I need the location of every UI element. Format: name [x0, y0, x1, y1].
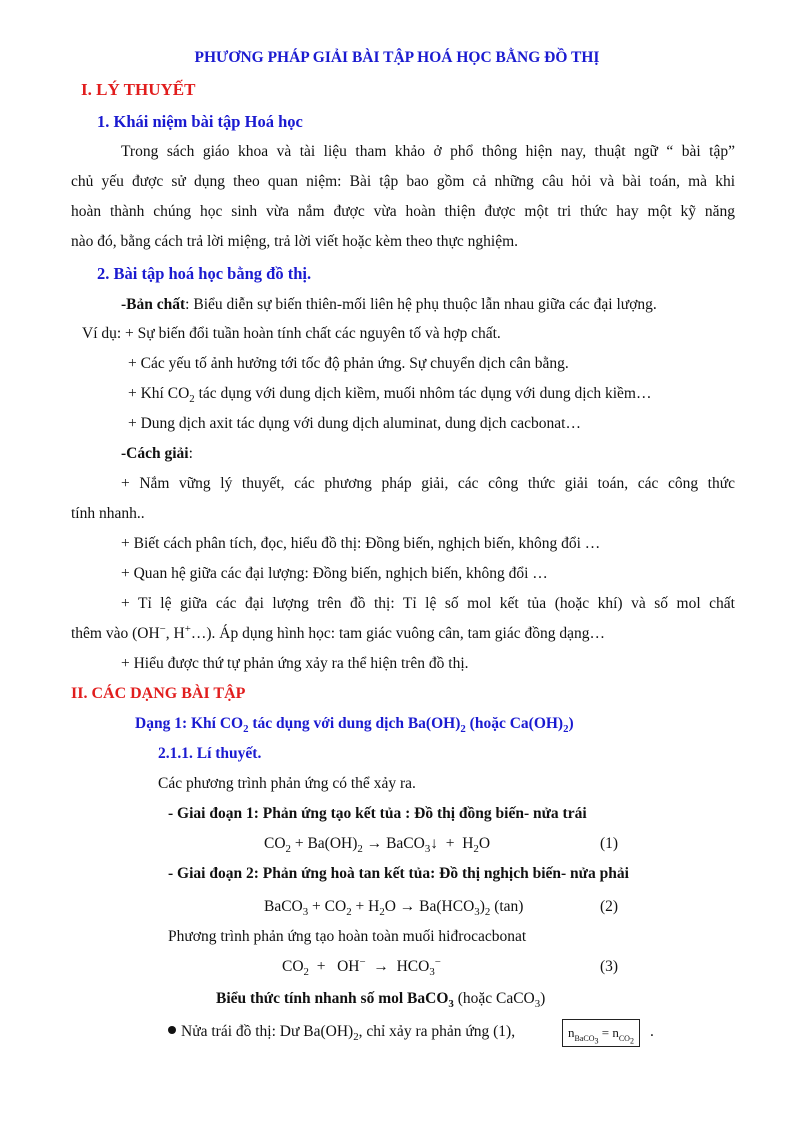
paragraph-line-4: nào đó, bằng cách trả lời miệng, trả lời viết hoặc kèm theo thực nghiệm. [71, 233, 519, 250]
method-label: -Cách giải [121, 445, 189, 462]
page-title: PHƯƠNG PHÁP GIẢI BÀI TẬP HOÁ HỌC BẰNG ĐỒ THỊ [194, 49, 600, 66]
example-line-1: Ví dụ: + Sự biến đổi tuần hoàn tính chất các nguyên tố và hợp chất. [82, 325, 501, 342]
method-line-5: + Tỉ lệ giữa các đại lượng trên đồ thị: Tỉ lệ số mol kết tủa (hoặc khí) và số mol chất [121, 595, 735, 612]
type-1-heading: Dạng 1: Khí $CO_2$ tác dụng với dung dịch $Ba(OH)_2$ (hoặc $Ca(OH)_2$) [135, 715, 574, 736]
bullet-icon [168, 1026, 176, 1034]
left-half-tail: , chỉ xảy ra phản ứng (1), [358, 1023, 516, 1040]
method-line-1: + Nắm vững lý thuyết, các phương pháp giải, các công thức giải toán, các công thức [121, 475, 735, 492]
method-line-4: + Quan hệ giữa các đại lượng: Đồng biến, nghịch biến, không đổi … [121, 565, 548, 582]
equation-2: BaCO$_3$ + $CO_2 + H_2O \to Ba(HCO_3)_2$ (tan) [264, 898, 524, 919]
formula-box: $n_{BaCO_3} = n_{CO_2}$ [562, 1019, 640, 1047]
example-3-text: tác dụng với dung dịch kiềm, muối nhôm tác dụng với dung dịch kiềm… [198, 385, 652, 402]
stage-2-heading: - Giai đoạn 2: Phản ứng hoà tan kết tủa: Đồ thị nghịch biến- nửa phải [168, 865, 629, 882]
essence-label: -Bản chất [121, 296, 186, 313]
equation-2-tail: (tan) [490, 898, 524, 915]
equations-intro: Các phương trình phản ứng có thể xảy ra. [158, 775, 416, 792]
left-half-text: Nửa trái đồ thị: Dư Ba(OH) [181, 1023, 354, 1040]
method-6-text: ). Áp dụng hình học: tam giác vuông cân, tam giác đồng dạng… [206, 625, 605, 642]
quick-formula-heading: Biểu thức tính nhanh số mol BaCO$_3$ (hoặc CaCO$_3$) [216, 990, 546, 1011]
equation-3: $CO_2 + OH^- \to HCO_3^-$ [282, 955, 441, 979]
section-heading-theory: I. LÝ THUYẾT [81, 80, 196, 99]
equation-2-label: (2) [600, 898, 619, 915]
subheading-concept: 1. Khái niệm bài tập Hoá học [97, 112, 303, 131]
subheading-graph-exercises: 2. Bài tập hoá học bằng đồ thị. [97, 264, 312, 283]
type-1-part-b: tác dụng với dung dịch Ba(OH) [248, 715, 461, 732]
method-line-6: thêm vào (OH−, H+…). Áp dụng hình học: tam giác vuông cân, tam giác đồng dạng… [71, 622, 605, 642]
example-line-2: + Các yếu tố ảnh hưởng tới tốc độ phản ứng. Sự chuyển dịch cân bằng. [128, 355, 569, 372]
example-3-prefix: + Khí CO [128, 385, 190, 402]
method-label-line: -Cách giải: [121, 445, 193, 462]
formula-period: . [650, 1023, 654, 1040]
example-line-3: + Khí $CO_2$ tác dụng với dung dịch kiềm, muối nhôm tác dụng với dung dịch kiềm… [128, 385, 652, 406]
quick-formula-tail: (hoặc CaCO [453, 990, 535, 1007]
method-line-2: tính nhanh.. [71, 505, 145, 522]
equation-1: $CO_2 + Ba(OH)_2$ → BaCO$_3$↓ + $H_2O$ [264, 835, 491, 856]
essence-text: : Biểu diễn sự biến thiên-mối liên hệ phụ thuộc lẫn nhau giữa các đại lượng. [185, 296, 657, 313]
stage-1-heading: - Giai đoạn 1: Phản ứng tạo kết tủa : Đồ thị đồng biến- nửa trái [168, 805, 587, 822]
method-line-7: + Hiểu được thứ tự phản ứng xảy ra thể hiện trên đồ thị. [121, 655, 469, 672]
quick-formula-bold: Biểu thức tính nhanh số mol BaCO [216, 990, 449, 1007]
type-1-part-c: (hoặc Ca(OH) [465, 715, 564, 732]
paragraph-line-3: hoàn thành chúng học sinh vừa nắm được vừa hoàn thiện được một tri thức hay một kỹ năng [71, 203, 735, 220]
paragraph-line-1: Trong sách giáo khoa và tài liệu tham khảo ở phổ thông hiện nay, thuật ngữ “ bài tập” [121, 143, 735, 160]
example-line-4: + Dung dịch axit tác dụng với dung dịch aluminat, dung dịch cacbonat… [128, 415, 581, 432]
section-heading-exercise-types: II. CÁC DẠNG BÀI TẬP [71, 685, 246, 702]
essence-line [121, 295, 657, 315]
subsection-2-1-1: 2.1.1. Lí thuyết. [158, 745, 262, 762]
left-half-line: Nửa trái đồ thị: Dư $Ba(OH)_2$, chỉ xảy ra phản ứng (1), [168, 1022, 515, 1042]
paragraph-line-2: chủ yếu được sử dụng theo quan niệm: Bài tập bao gồm cả những câu hỏi và bài toán, mà khi [71, 173, 735, 190]
bicarbonate-intro: Phương trình phản ứng tạo hoàn toàn muối hiđrocacbonat [168, 928, 527, 945]
type-1-part-a: Dạng 1: Khí CO [135, 715, 244, 732]
method-line-3: + Biết cách phân tích, đọc, hiểu đồ thị: Đồng biến, nghịch biến, không đổi … [121, 535, 601, 552]
equation-1-label: (1) [600, 835, 619, 852]
equation-3-label: (3) [600, 958, 619, 975]
method-6-prefix: thêm vào (OH [71, 625, 160, 642]
